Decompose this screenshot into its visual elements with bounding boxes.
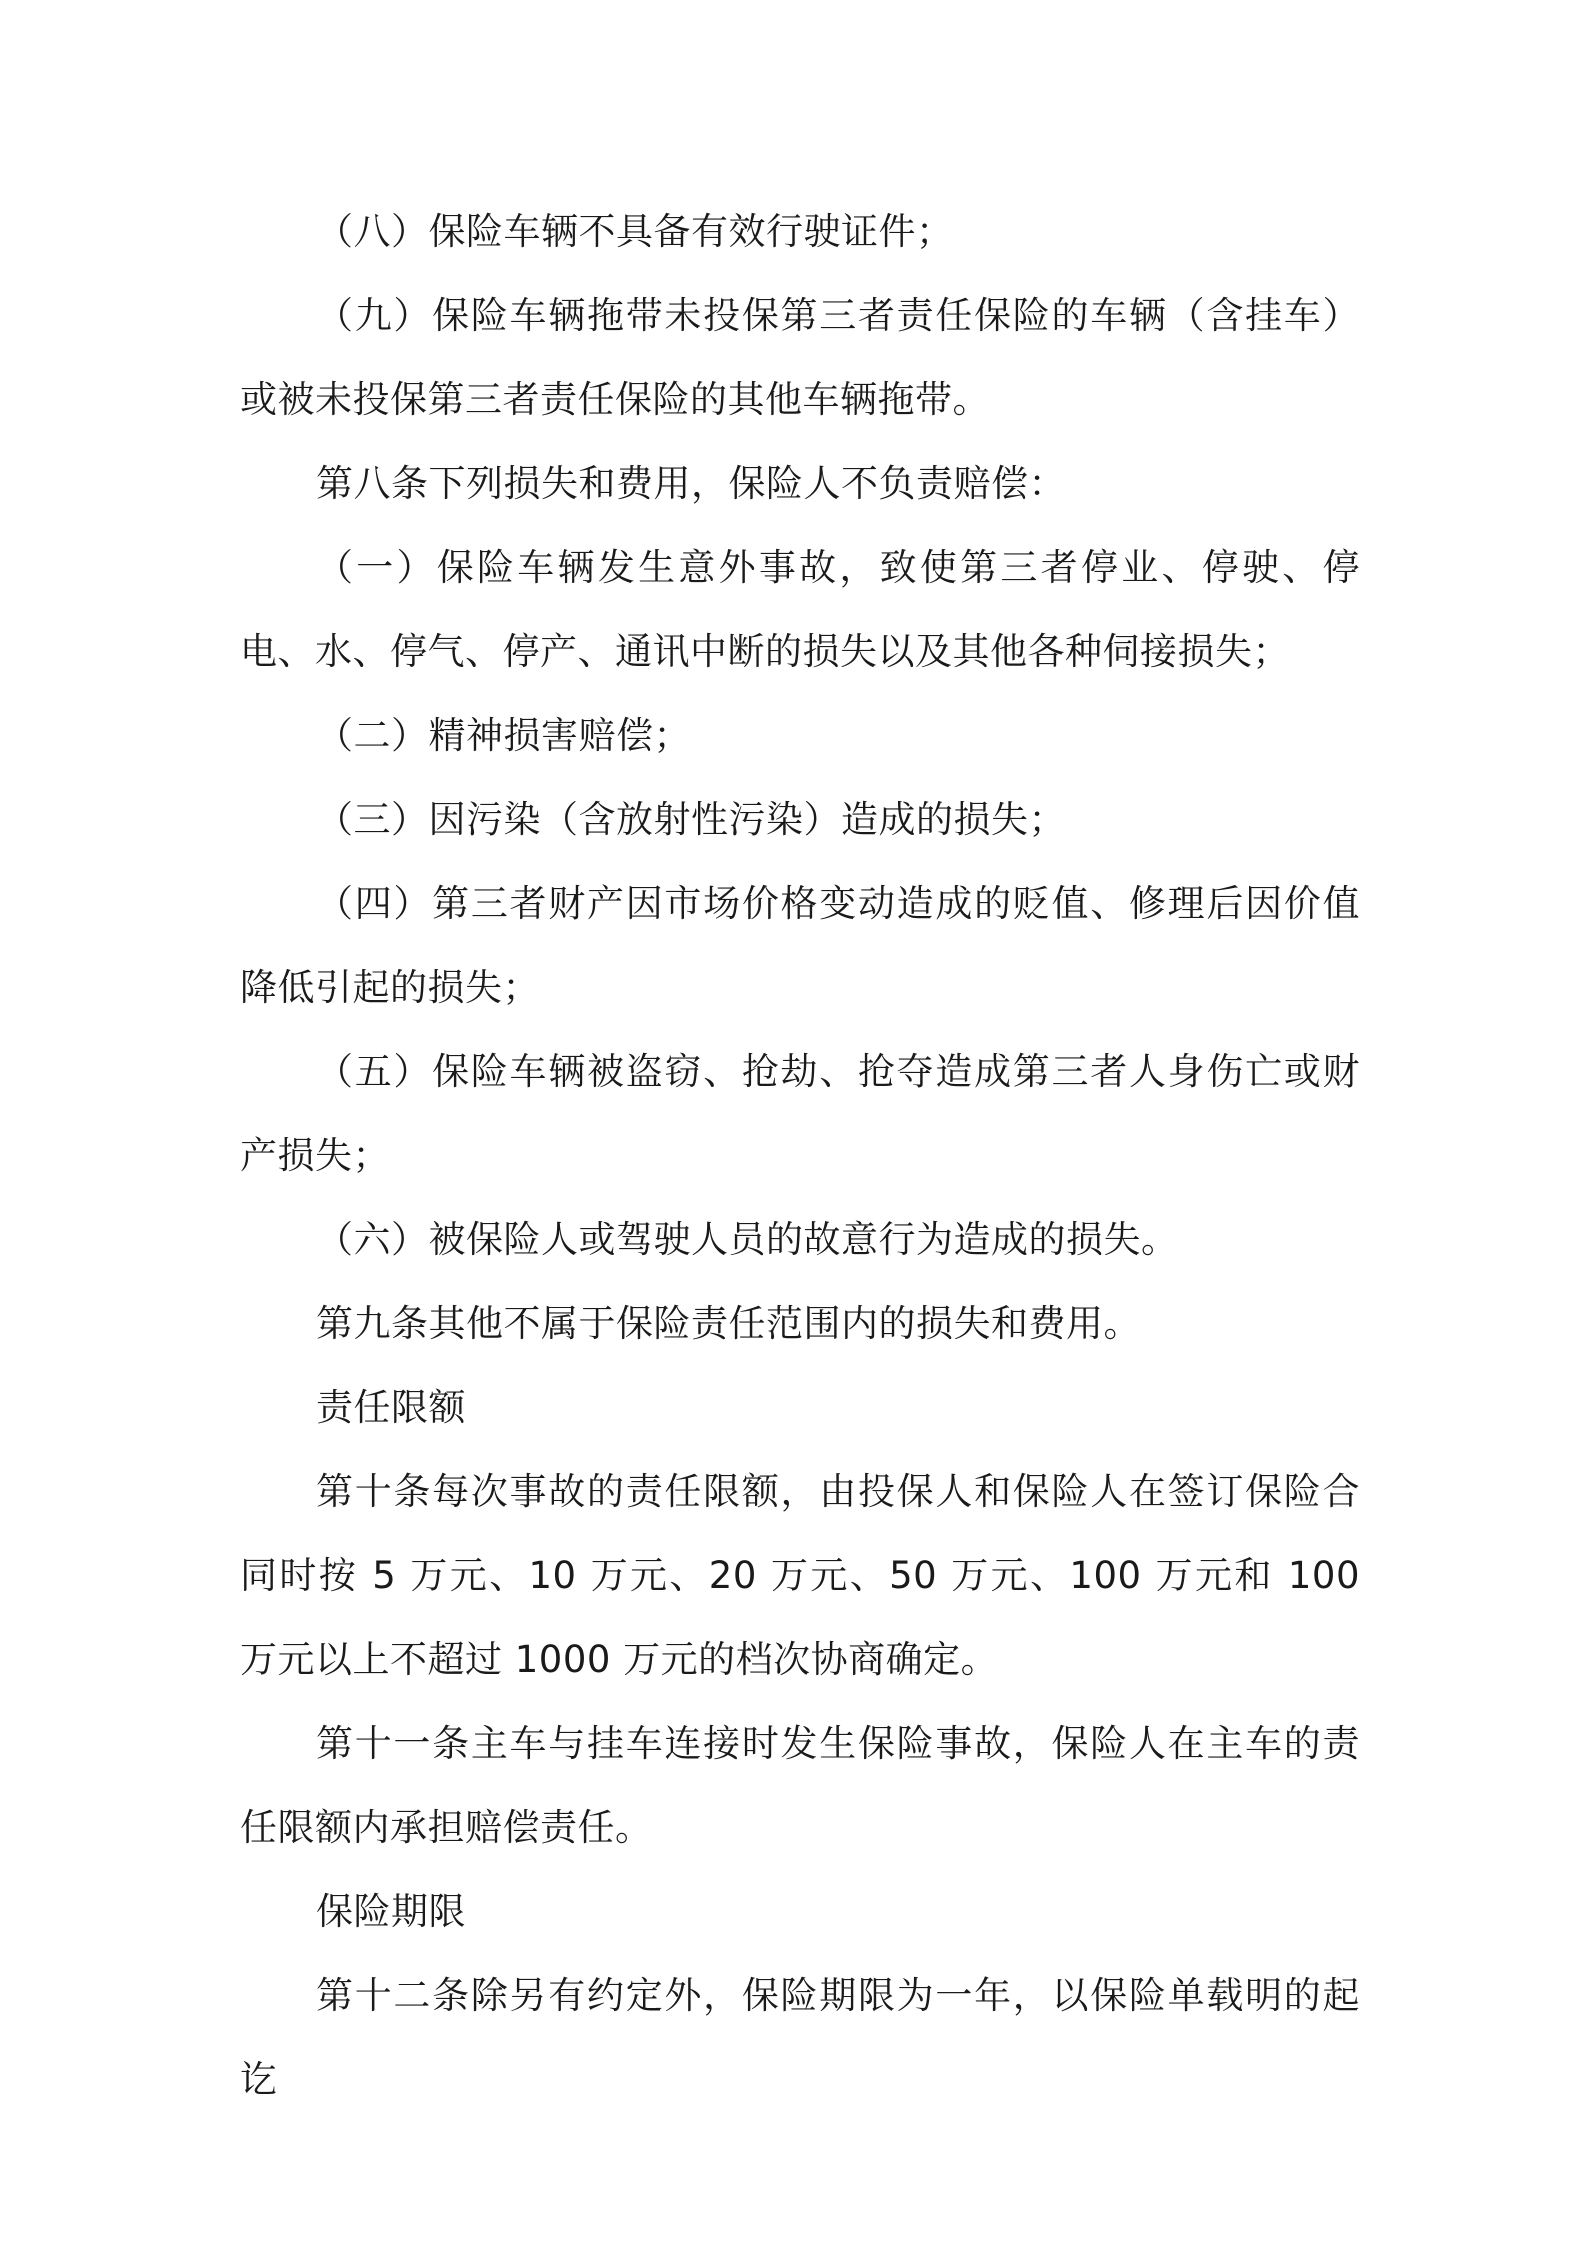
section-heading-insurance-period: 保险期限 <box>316 1890 466 1933</box>
document-body <box>240 190 1360 2122</box>
article-8-heading: 第八条下列损失和费用，保险人不负责赔偿： <box>316 462 1066 505</box>
article-8-item-6: （六）被保险人或驾驶人员的故意行为造成的损失。 <box>316 1218 1179 1261</box>
article-9: 第九条其他不属于保险责任范围内的损失和费用。 <box>316 1302 1141 1345</box>
article-8-item-2: （二）精神损害赔偿； <box>316 714 691 757</box>
clause-8-item-9: （九）保险车辆拖带未投保第三者责任保险的车辆（含挂车）或被未投保第三者责任保险的其他车辆拖带。 <box>240 294 1360 421</box>
section-heading-liability-limit: 责任限额 <box>316 1386 466 1429</box>
article-8-item-1: （一）保险车辆发生意外事故，致使第三者停业、停驶、停电、水、停气、停产、通讯中断的损失以及其他各种伺接损失； <box>240 546 1360 673</box>
article-12: 第十二条除另有约定外，保险期限为一年，以保险单载明的起讫 <box>240 1974 1360 2101</box>
article-8-item-5: （五）保险车辆被盗窃、抢劫、抢夺造成第三者人身伤亡或财产损失； <box>240 1050 1360 1177</box>
article-8-item-3: （三）因污染（含放射性污染）造成的损失； <box>316 798 1066 841</box>
article-10: 第十条每次事故的责任限额，由投保人和保险人在签订保险合同时按 5 万元、10 万元、20 万元、50 万元、100 万元和 100 万元以上不超过 1000 万元的档次协商确定。 <box>240 1470 1360 1681</box>
article-11: 第十一条主车与挂车连接时发生保险事故，保险人在主车的责任限额内承担赔偿责任。 <box>240 1722 1360 1849</box>
clause-8-item-8: （八）保险车辆不具备有效行驶证件； <box>316 210 954 253</box>
article-8-item-4: （四）第三者财产因市场价格变动造成的贬值、修理后因价值降低引起的损失； <box>240 882 1360 1009</box>
